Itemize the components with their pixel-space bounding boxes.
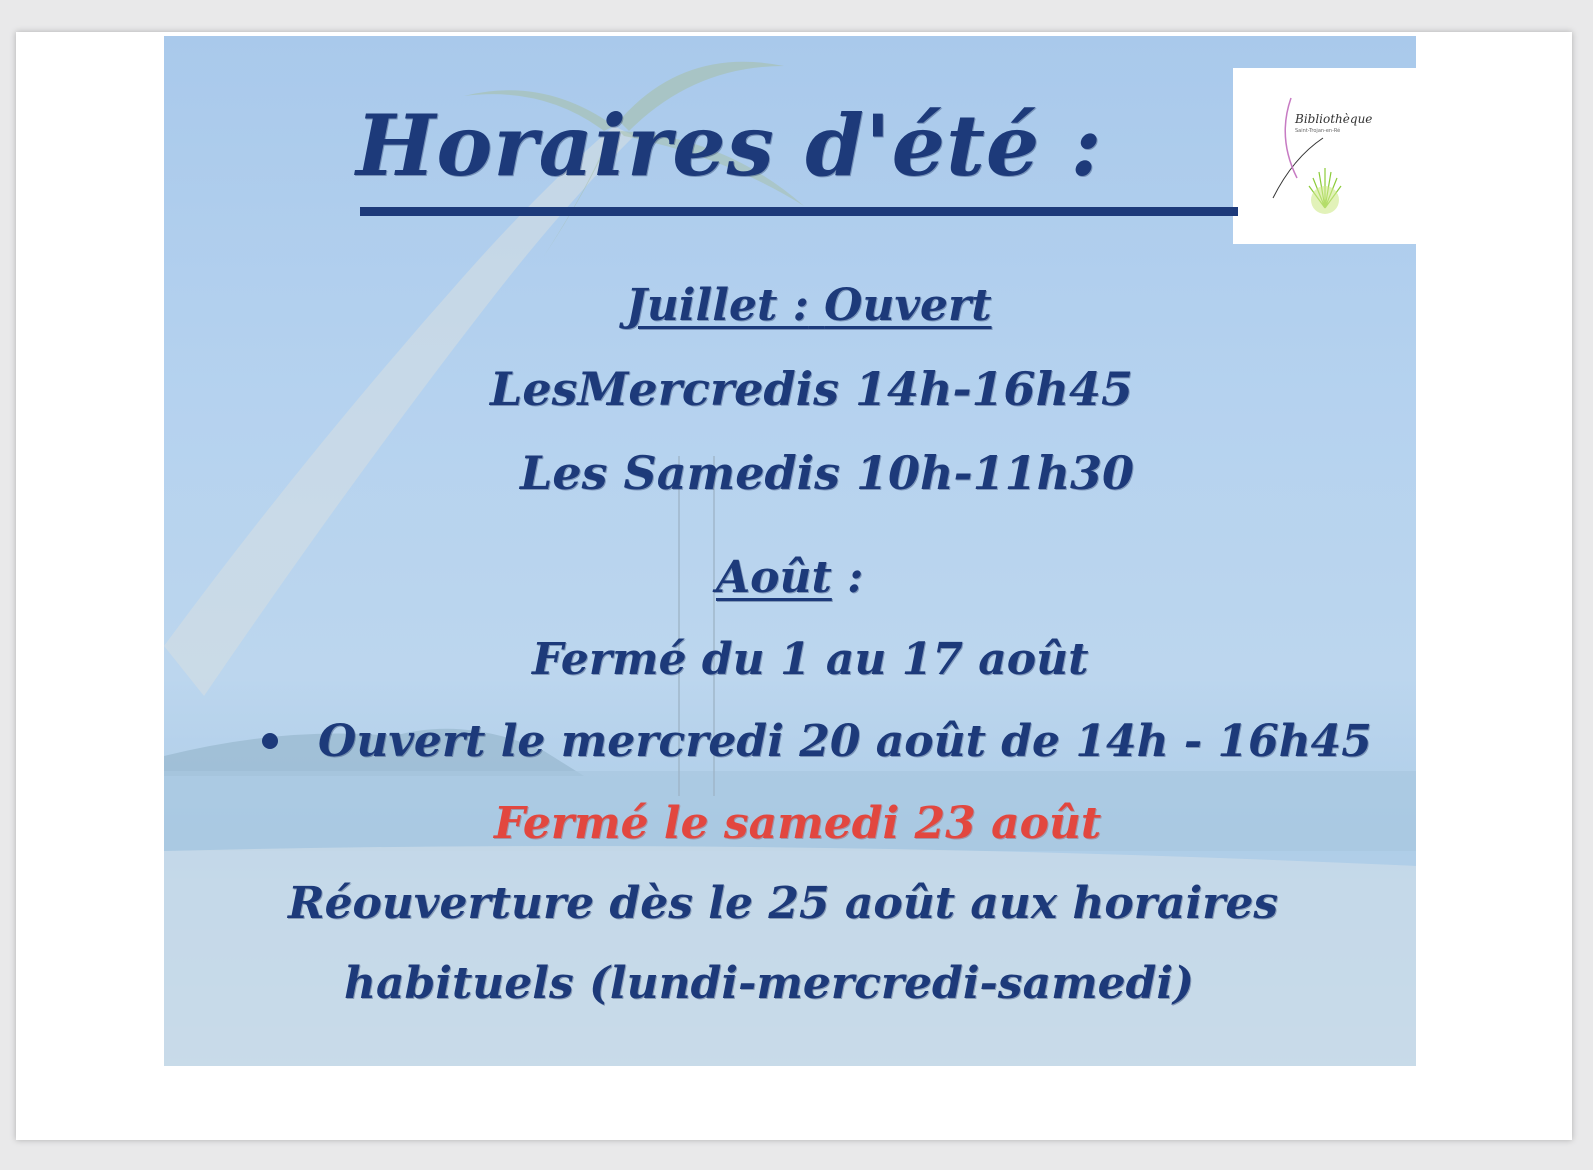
reopening-line-1: Réouverture dès le 25 août aux horaires <box>288 878 1279 929</box>
august-heading <box>716 552 916 603</box>
august-heading-colon: : <box>831 552 864 603</box>
july-saturdays-hours: Les Samedis 10h-11h30 <box>520 446 1135 500</box>
reopening-line-2: habituels (lundi-mercredi-samedi) <box>344 958 1194 1009</box>
august-closed-day: Fermé le samedi 23 août <box>494 798 1102 849</box>
august-closed-period: Fermé du 1 au 17 août <box>532 634 1089 685</box>
title-underline <box>360 207 1238 216</box>
august-open-day-text: Ouvert le mercredi 20 août de 14h - 16h45 <box>318 716 1372 767</box>
august-open-day <box>262 716 1422 767</box>
logo-title: Bibliothèque <box>1295 112 1373 126</box>
july-wednesdays-hours: LesMercredis 14h-16h45 <box>490 362 1134 416</box>
logo-subtitle: Saint-Trojan-en-Ré <box>1295 128 1341 134</box>
page-title: Horaires d'été : <box>356 96 1103 195</box>
july-heading <box>626 280 1046 331</box>
august-heading-label: Août <box>716 552 832 603</box>
plant-icon <box>1233 68 1417 244</box>
bullet-icon <box>262 733 278 749</box>
library-logo <box>1233 68 1417 244</box>
july-heading-label: Juillet : <box>626 280 809 331</box>
july-status: Ouvert <box>824 280 992 331</box>
